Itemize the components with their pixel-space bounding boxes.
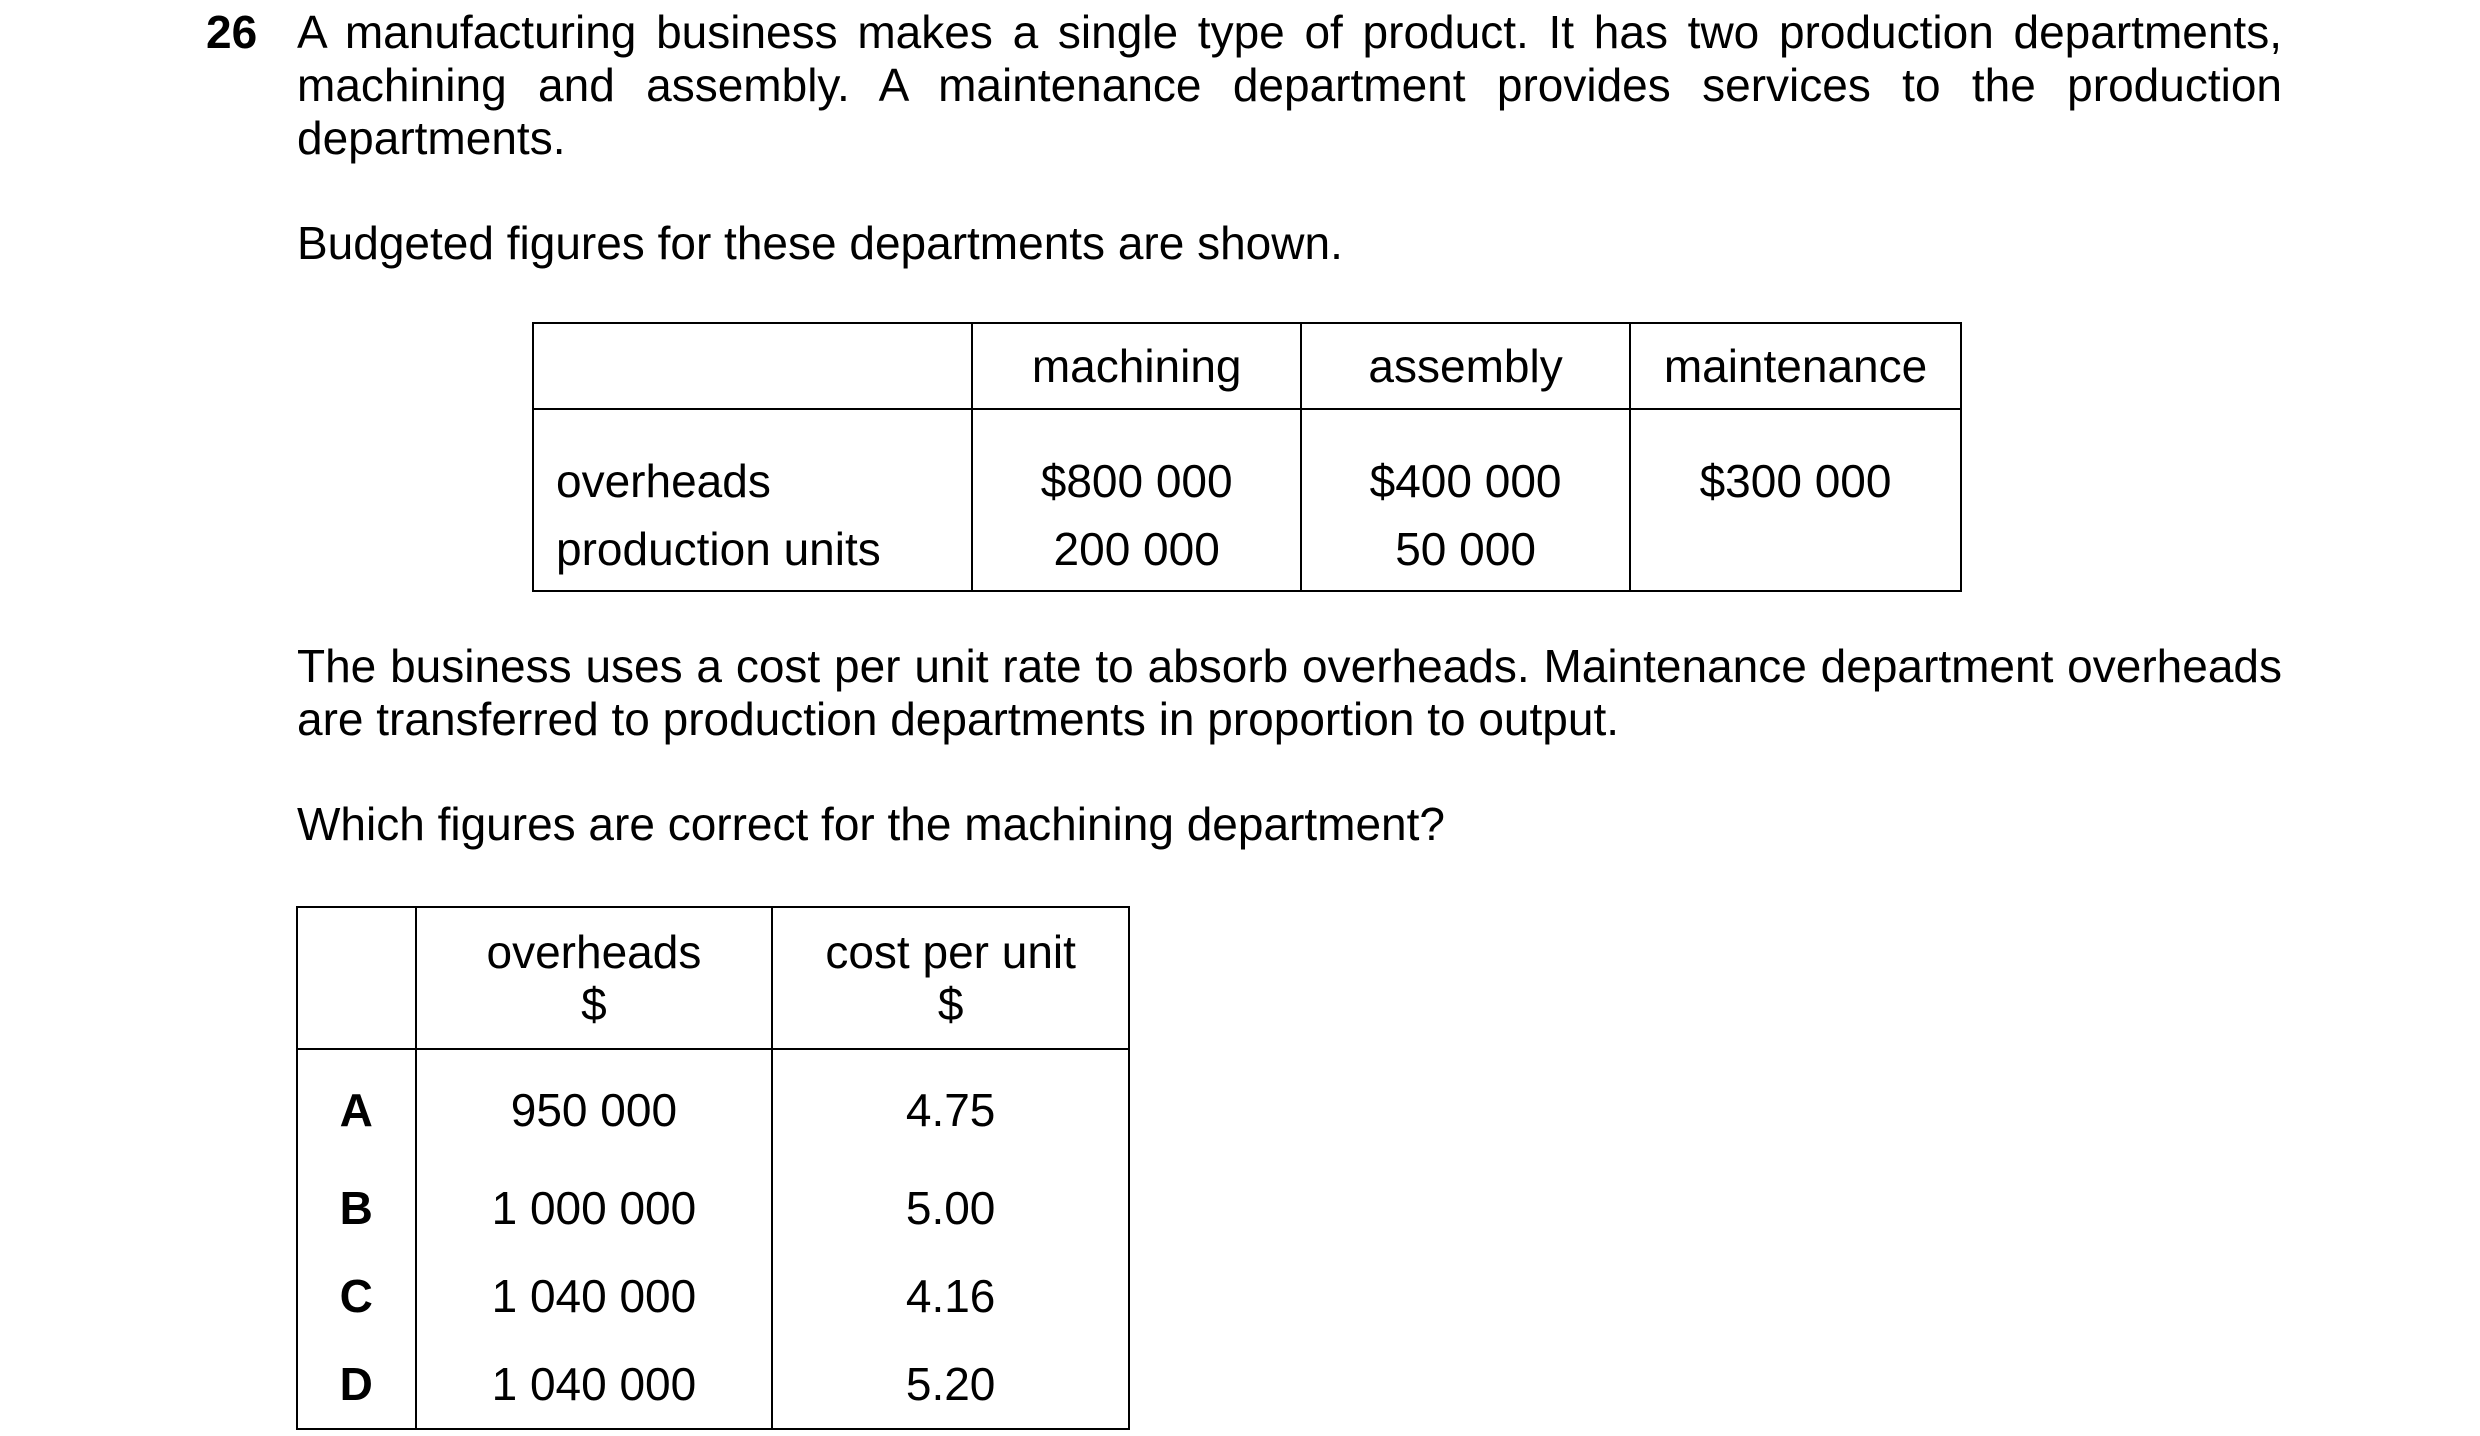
budget-cell: 200 000: [972, 508, 1301, 591]
budget-header-blank: [533, 323, 972, 409]
option-overheads: 1 000 000: [416, 1164, 773, 1252]
options-header-cpu-label: cost per unit: [825, 926, 1076, 978]
options-header-overheads: [416, 907, 773, 1049]
budget-intro: Budgeted figures for these departments are shown.: [297, 217, 1343, 269]
option-key: B: [297, 1164, 416, 1252]
budget-header-maintenance: maintenance: [1630, 323, 1961, 409]
option-overheads: 950 000: [416, 1049, 773, 1164]
budget-table: [532, 322, 1962, 592]
options-header-blank: [297, 907, 416, 1049]
options-table: [296, 906, 1130, 1430]
budget-cell: [1630, 508, 1961, 591]
budget-cell: 50 000: [1301, 508, 1630, 591]
options-header-overheads-unit: $: [581, 978, 607, 1030]
option-cost-per-unit: 5.20: [772, 1340, 1129, 1429]
budget-cell: $400 000: [1301, 409, 1630, 508]
option-row-a[interactable]: [297, 1049, 1129, 1164]
option-overheads: 1 040 000: [416, 1252, 773, 1340]
method-text: The business uses a cost per unit rate to absorb overheads. Maintenance department overheads are transferred to production departments in proportion to output.: [297, 640, 2282, 745]
option-overheads: 1 040 000: [416, 1340, 773, 1429]
question-number: 26: [206, 6, 258, 58]
option-key: A: [297, 1049, 416, 1164]
budget-cell: $800 000: [972, 409, 1301, 508]
option-cost-per-unit: 4.75: [772, 1049, 1129, 1164]
option-row-c[interactable]: [297, 1252, 1129, 1340]
option-row-b[interactable]: [297, 1164, 1129, 1252]
budget-header-assembly: assembly: [1301, 323, 1630, 409]
option-key: D: [297, 1340, 416, 1429]
budget-cell: $300 000: [1630, 409, 1961, 508]
options-header-cpu-unit: $: [937, 978, 964, 1030]
budget-header-machining: machining: [972, 323, 1301, 409]
question-intro: A manufacturing business makes a single type of product. It has two production departments, machining and assembly. A maintenance department provides services to the production departments.: [297, 6, 2282, 164]
option-cost-per-unit: 5.00: [772, 1164, 1129, 1252]
question-prompt: Which figures are correct for the machining department?: [297, 798, 1445, 850]
option-cost-per-unit: 4.16: [772, 1252, 1129, 1340]
options-header-row: [297, 907, 1129, 1049]
option-key: C: [297, 1252, 416, 1340]
budget-row-label: production units: [533, 508, 972, 591]
option-row-d[interactable]: [297, 1340, 1129, 1429]
options-header-overheads-label: overheads: [486, 926, 702, 978]
budget-row-label: overheads: [533, 409, 972, 508]
options-header-cost-per-unit: [772, 907, 1129, 1049]
budget-header-row: [533, 323, 1961, 409]
budget-row-production-units: [533, 508, 1961, 591]
budget-row-overheads: [533, 409, 1961, 508]
